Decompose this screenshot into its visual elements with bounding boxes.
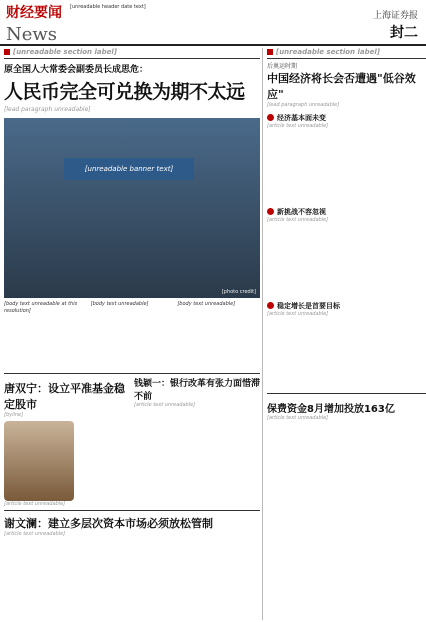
subsection-2-title: 新挑战不容忽视 — [277, 207, 326, 216]
left-column — [4, 48, 260, 620]
divider — [267, 393, 426, 394]
circle-bullet-icon — [267, 302, 274, 309]
conference-photo — [4, 118, 260, 298]
subsection-2-body: [article text unreadable] — [267, 216, 329, 223]
sub-article-2 — [134, 376, 260, 508]
main-body — [4, 301, 260, 371]
divider — [267, 58, 426, 59]
bottom-body: [article text unreadable] — [267, 414, 329, 421]
main-kicker: 原全国人大常委会副委员长成思危： — [4, 65, 149, 75]
sub-article-2-body: [article text unreadable] — [134, 402, 196, 408]
circle-bullet-icon — [267, 114, 274, 121]
news-label: News — [6, 24, 58, 45]
circle-bullet-icon — [267, 208, 274, 215]
sub-article-1-title: 唐双宁：设立平准基金稳定股市 — [4, 382, 125, 411]
right-lead: [lead paragraph unreadable] — [267, 102, 340, 108]
subsection-3 — [267, 301, 426, 311]
right-section-label: [unreadable section label] — [276, 48, 380, 56]
right-kicker: 后奥运时期 — [267, 63, 298, 70]
masthead — [0, 0, 426, 46]
bottom-headline: 保费资金8月增加投放163亿 — [267, 403, 395, 415]
main-headline: 人民币完全可兑换为期不太远 — [4, 81, 245, 103]
body-col-3: [body text unreadable] — [177, 301, 236, 307]
body-col-2: [body text unreadable] — [90, 301, 149, 307]
section-brand: 财经要闻 — [6, 5, 62, 21]
subsection-1-body: [article text unreadable] — [267, 122, 329, 129]
subsection-1-title: 经济基本面未变 — [277, 113, 326, 122]
subsection-2 — [267, 207, 426, 217]
subsection-3-title: 稳定增长是首要目标 — [277, 301, 340, 310]
sub-article-3-title: 谢文澜：建立多层次资本市场必须放松管制 — [4, 516, 213, 530]
subsection-1 — [267, 113, 426, 123]
subsection-3-body: [article text unreadable] — [267, 310, 329, 317]
date-line: [unreadable header date text] — [70, 4, 146, 10]
section-tag — [4, 48, 260, 56]
divider — [4, 58, 260, 59]
paper-name: 上海证券报 — [372, 11, 418, 21]
sub-articles — [4, 376, 260, 508]
section-tag-label: [unreadable section label] — [13, 48, 117, 56]
photo-banner: [unreadable banner text] — [64, 158, 194, 180]
main-lead: [lead paragraph unreadable] — [4, 106, 91, 113]
portrait-photo — [4, 421, 74, 501]
right-section-tag — [267, 48, 426, 56]
sub-article-1 — [4, 376, 130, 508]
sub-article-1-body: [article text unreadable] — [4, 501, 66, 507]
sub-article-3-body: [article text unreadable] — [4, 530, 66, 537]
square-bullet-icon — [4, 49, 10, 55]
body-col-1: [body text unreadable at this resolution] — [4, 301, 78, 314]
square-bullet-icon — [267, 49, 273, 55]
right-column — [262, 48, 426, 620]
sub-article-1-byline: [byline] — [4, 412, 24, 418]
divider — [4, 510, 260, 511]
divider — [4, 373, 260, 374]
right-headline: 中国经济将长会否遭遇"低谷效应" — [267, 72, 416, 101]
photo-caption: [photo credit] — [221, 289, 256, 295]
page-label: 封二 — [390, 25, 418, 41]
sub-article-2-title: 钱颖一：银行改革有张力面惜滞不前 — [134, 379, 261, 402]
